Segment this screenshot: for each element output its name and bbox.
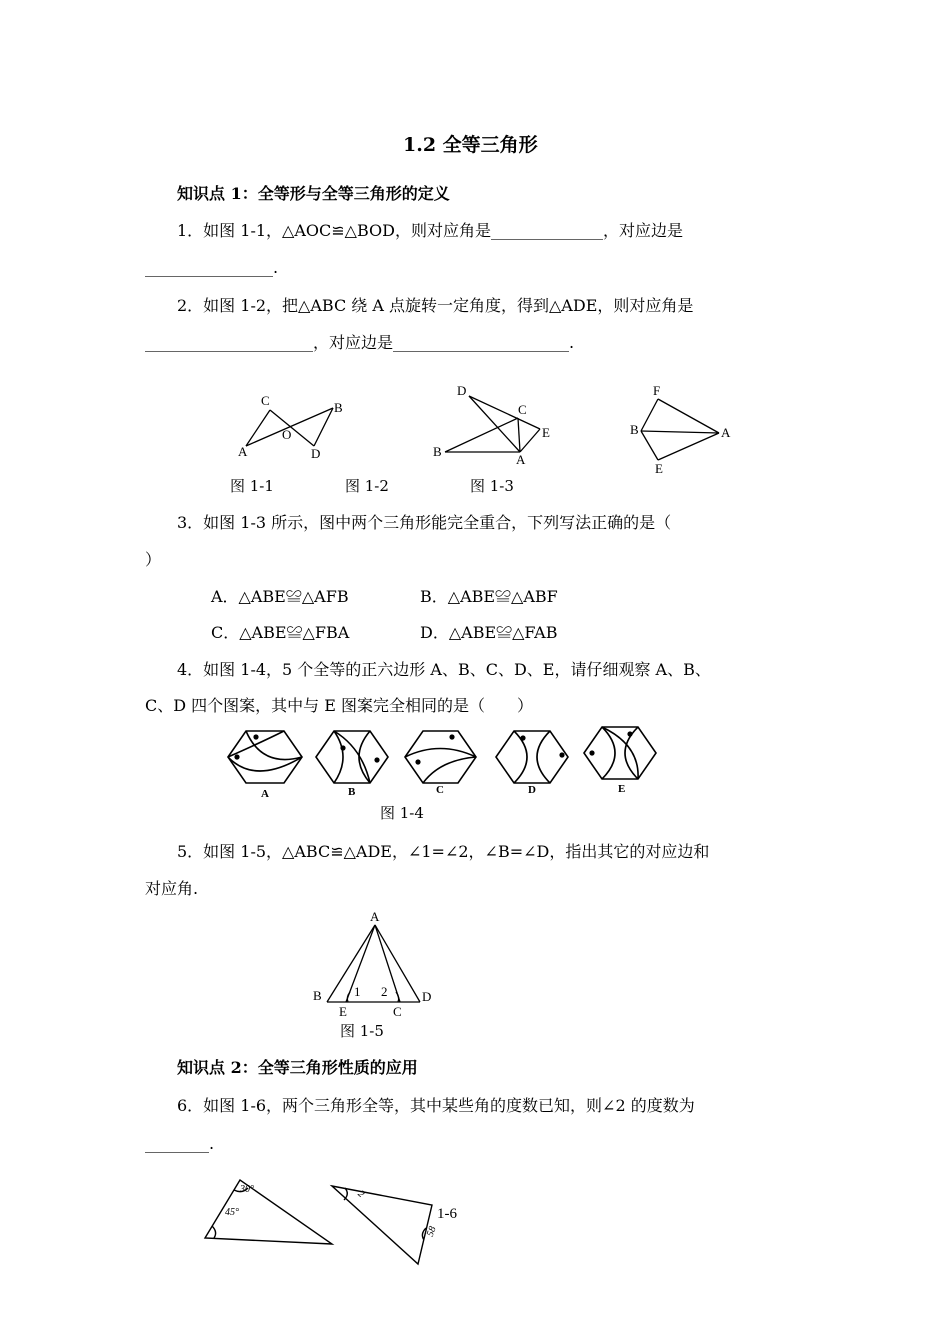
- question-4-line-2: C、D 四个图案，其中与 E 图案完全相同的是（ ）: [145, 696, 534, 715]
- hex-label-e: E: [618, 783, 626, 795]
- fig6-angle-45: 45°: [225, 1207, 239, 1218]
- fig2-label-e: E: [542, 425, 550, 440]
- fig1-segment-bd: [314, 408, 333, 446]
- option-a: A．△ABE≌△AFB: [211, 587, 349, 606]
- fig1-label-b: B: [334, 400, 343, 415]
- figure-1-3: [641, 399, 719, 460]
- fig5-label-angle-2: 2: [381, 984, 388, 999]
- hexagon-a: [228, 731, 302, 783]
- hex-label-c: C: [436, 784, 444, 796]
- question-5-line-2: 对应角.: [145, 879, 199, 898]
- caption-fig-1-5: 图 1-5: [340, 1022, 384, 1040]
- question-1-line-1: 1．如图 1-1，△AOC≌△BOD，则对应角是______________，对应边是: [177, 221, 683, 240]
- question-2-line-1: 2．如图 1-2，把△ABC 绕 A 点旋转一定角度，得到△ADE，则对应角是: [177, 296, 694, 315]
- hex-label-b: B: [348, 786, 356, 798]
- question-6-line-2: ________.: [145, 1134, 215, 1153]
- fig6-angle-2: 2: [355, 1188, 367, 1201]
- fig1-segment-ab: [246, 408, 333, 446]
- fig5-label-e: E: [339, 1004, 347, 1019]
- fig3-label-b: B: [630, 422, 639, 437]
- fig1-segment-cd: [270, 410, 314, 446]
- fig3-label-f: F: [653, 383, 661, 398]
- fig1-segment-ac: [246, 410, 270, 446]
- section-heading-2: 知识点 2：全等三角形性质的应用: [177, 1058, 418, 1077]
- fig6-angle-30: 30°: [240, 1184, 254, 1195]
- caption-fig-1-1: 图 1-1: [230, 477, 274, 495]
- caption-fig-1-4: 图 1-4: [380, 804, 424, 822]
- caption-fig-1-2: 图 1-2: [345, 477, 389, 495]
- fig6-angle-58: 58: [424, 1224, 439, 1239]
- question-2-line-2: _____________________，对应边是______________________.: [145, 333, 575, 352]
- fig1-label-o: O: [282, 427, 292, 442]
- question-3-line-1: 3．如图 1-3 所示，图中两个三角形能完全重合，下列写法正确的是（: [177, 513, 672, 532]
- fig2-label-d: D: [457, 383, 467, 398]
- hexagon-e: [584, 727, 656, 779]
- caption-fig-1-3: 图 1-3: [470, 477, 514, 495]
- fig1-label-a: A: [238, 444, 248, 459]
- question-3-line-2: ）: [145, 550, 162, 569]
- option-d: D．△ABE≌△FAB: [420, 623, 558, 642]
- fig1-label-d: D: [311, 446, 321, 461]
- option-c: C．△ABE≌△FBA: [211, 623, 350, 642]
- fig5-label-b: B: [313, 988, 322, 1003]
- fig5-label-a: A: [370, 909, 380, 924]
- fig5-label-angle-1: 1: [354, 984, 361, 999]
- fig5-label-c: C: [393, 1004, 402, 1019]
- question-1-line-2: ________________.: [145, 258, 279, 277]
- question-5-line-1: 5．如图 1-5，△ABC≌△ADE，∠1=∠2，∠B=∠D，指出其它的对应边和: [177, 842, 710, 861]
- fig1-label-c: C: [261, 393, 270, 408]
- hex-label-d: D: [528, 784, 536, 796]
- section-heading-1: 知识点 1：全等形与全等三角形的定义: [177, 184, 450, 203]
- question-6-line-1: 6．如图 1-6，两个三角形全等，其中某些角的度数已知，则∠2 的度数为: [177, 1096, 695, 1115]
- page-title: 1.2 全等三角形: [403, 134, 538, 156]
- fig2-label-c: C: [518, 402, 527, 417]
- question-4-line-1: 4．如图 1-4，5 个全等的正六边形 A、B、C、D、E，请仔细观察 A、B、: [177, 660, 711, 679]
- hex-label-a: A: [261, 788, 269, 800]
- hexagon-b: [316, 731, 388, 783]
- fig2-label-b: B: [433, 444, 442, 459]
- hexagon-d: [496, 731, 568, 783]
- fig2-label-a: A: [516, 452, 526, 467]
- option-b: B．△ABE≌△ABF: [420, 587, 558, 606]
- fig3-label-e: E: [655, 461, 663, 476]
- figure-1-2: [445, 396, 540, 452]
- hexagon-c: [405, 731, 476, 783]
- fig5-label-d: D: [422, 989, 432, 1004]
- caption-fig-1-6: 1-6: [437, 1206, 457, 1222]
- fig3-label-a: A: [721, 425, 731, 440]
